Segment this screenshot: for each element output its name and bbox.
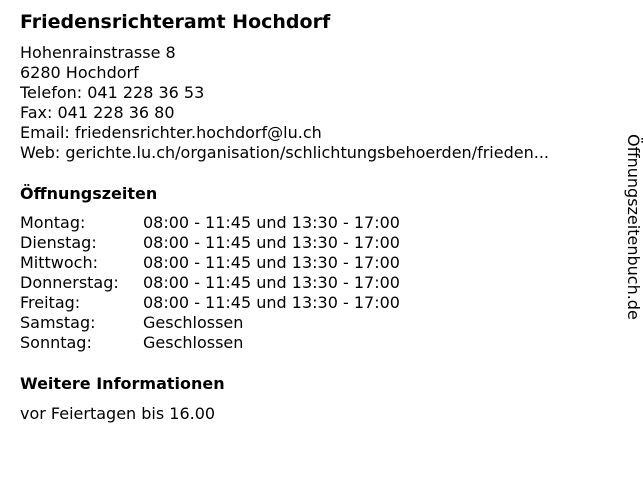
time-value: Geschlossen <box>143 333 244 352</box>
day-label: Donnerstag: <box>20 273 119 292</box>
hours-row <box>20 213 460 233</box>
time-value: 08:00 - 11:45 und 13:30 - 17:00 <box>143 213 400 232</box>
email-address[interactable]: Email: friedensrichter.hochdorf@lu.ch <box>20 123 322 142</box>
contact-block <box>20 43 598 163</box>
side-brand-watermark <box>623 134 643 364</box>
hours-row <box>20 293 460 313</box>
day-label: Dienstag: <box>20 233 97 252</box>
opening-hours-table <box>20 213 460 353</box>
time-value: 08:00 - 11:45 und 13:30 - 17:00 <box>143 253 400 272</box>
hours-row <box>20 313 460 333</box>
hours-row <box>20 233 460 253</box>
day-label: Montag: <box>20 213 86 232</box>
time-value: 08:00 - 11:45 und 13:30 - 17:00 <box>143 233 400 252</box>
hours-row <box>20 253 460 273</box>
side-brand-text: Öffnungszeitenbuch.de <box>624 134 643 320</box>
info-heading: Weitere Informationen <box>20 374 225 393</box>
address-street: Hohenrainstrasse 8 <box>20 43 176 62</box>
time-value: Geschlossen <box>143 313 244 332</box>
time-value: 08:00 - 11:45 und 13:30 - 17:00 <box>143 293 400 312</box>
hours-row <box>20 273 460 293</box>
address-city: 6280 Hochdorf <box>20 63 139 82</box>
day-label: Sonntag: <box>20 333 92 352</box>
day-label: Samstag: <box>20 313 96 332</box>
fax-number: Fax: 041 228 36 80 <box>20 103 175 122</box>
hours-row <box>20 333 460 353</box>
website-link[interactable]: Web: gerichte.lu.ch/organisation/schlichtungsbehoerden/frieden... <box>20 143 549 162</box>
info-text: vor Feiertagen bis 16.00 <box>20 404 216 423</box>
page-title: Friedensrichteramt Hochdorf <box>20 11 331 33</box>
phone-number[interactable]: Telefon: 041 228 36 53 <box>20 83 205 102</box>
time-value: 08:00 - 11:45 und 13:30 - 17:00 <box>143 273 400 292</box>
day-label: Mittwoch: <box>20 253 98 272</box>
hours-heading: Öffnungszeiten <box>20 184 158 203</box>
day-label: Freitag: <box>20 293 81 312</box>
